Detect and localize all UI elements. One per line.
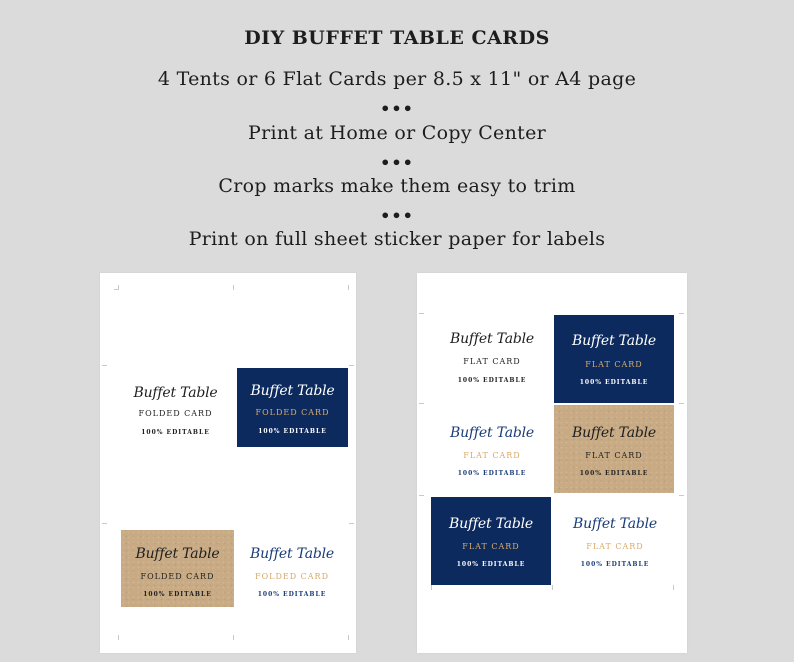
card-subtitle: FOLDED CARD — [138, 409, 213, 418]
card-subtitle: FLAT CARD — [585, 451, 643, 460]
crop-mark — [118, 635, 119, 640]
folded-card-white-navy — [234, 530, 350, 610]
crop-mark — [673, 585, 674, 590]
folded-cards-sheet — [100, 273, 356, 653]
card-subtitle: FLAT CARD — [462, 542, 520, 551]
feature-line-4: Print on full sheet sticker paper for labels — [188, 228, 606, 250]
crop-mark — [114, 289, 119, 290]
crop-mark — [102, 523, 107, 524]
separator-dots: ••• — [380, 99, 414, 118]
crop-mark — [349, 365, 354, 366]
crop-mark — [233, 635, 234, 640]
flat-card-white-navy — [431, 405, 553, 493]
card-subtitle: FOLDED CARD — [255, 408, 330, 417]
card-script-title: Buffet Table — [573, 516, 657, 532]
flat-card-navy — [431, 497, 551, 585]
card-script-title: Buffet Table — [133, 385, 218, 401]
crop-mark — [348, 285, 349, 290]
card-subtitle: FLAT CARD — [586, 542, 644, 551]
feature-line-2: Print at Home or Copy Center — [247, 122, 547, 144]
flat-card-kraft — [554, 405, 674, 493]
crop-mark — [679, 313, 684, 314]
feature-line-3: Crop marks make them easy to trim — [218, 175, 576, 197]
card-editable-note: 100% EDITABLE — [141, 429, 210, 436]
flat-cards-sheet — [417, 273, 687, 653]
crop-mark — [419, 495, 424, 496]
card-editable-note: 100% EDITABLE — [579, 470, 649, 477]
card-editable-note: 100% EDITABLE — [143, 591, 212, 598]
card-script-title: Buffet Table — [250, 383, 335, 399]
card-editable-note: 100% EDITABLE — [457, 470, 527, 477]
card-subtitle: FLAT CARD — [463, 357, 521, 366]
crop-mark — [679, 495, 684, 496]
card-script-title: Buffet Table — [450, 425, 534, 441]
crop-mark — [102, 365, 107, 366]
card-script-title: Buffet Table — [449, 516, 533, 532]
folded-card-kraft — [121, 530, 234, 607]
crop-mark — [552, 585, 553, 590]
card-editable-note: 100% EDITABLE — [456, 561, 526, 568]
card-subtitle: FOLDED CARD — [255, 572, 329, 581]
card-editable-note: 100% EDITABLE — [257, 591, 327, 598]
flat-card-navy — [554, 315, 674, 403]
crop-mark — [419, 313, 424, 314]
separator-dots: ••• — [380, 206, 414, 225]
crop-mark — [679, 403, 684, 404]
separator-dots: ••• — [380, 153, 414, 172]
card-script-title: Buffet Table — [572, 425, 656, 441]
feature-line-1: 4 Tents or 6 Flat Cards per 8.5 x 11" or A4 page — [157, 68, 637, 90]
folded-card-navy — [237, 368, 348, 447]
card-editable-note: 100% EDITABLE — [258, 428, 327, 435]
card-script-title: Buffet Table — [572, 333, 656, 349]
card-script-title: Buffet Table — [250, 546, 334, 562]
crop-mark — [233, 285, 234, 290]
crop-mark — [349, 523, 354, 524]
crop-mark — [431, 585, 432, 590]
page-title: DIY BUFFET TABLE CARDS — [244, 27, 550, 49]
card-script-title: Buffet Table — [135, 546, 220, 562]
card-subtitle: FLAT CARD — [463, 451, 521, 460]
card-editable-note: 100% EDITABLE — [457, 377, 527, 384]
card-subtitle: FOLDED CARD — [140, 572, 215, 581]
card-editable-note: 100% EDITABLE — [579, 379, 649, 386]
card-editable-note: 100% EDITABLE — [580, 561, 650, 568]
flat-card-white-navy — [554, 497, 676, 585]
card-script-title: Buffet Table — [450, 331, 534, 347]
crop-mark — [419, 403, 424, 404]
flat-card-white — [431, 315, 553, 400]
card-subtitle: FLAT CARD — [585, 360, 643, 369]
folded-card-white — [118, 367, 233, 447]
crop-mark — [348, 635, 349, 640]
